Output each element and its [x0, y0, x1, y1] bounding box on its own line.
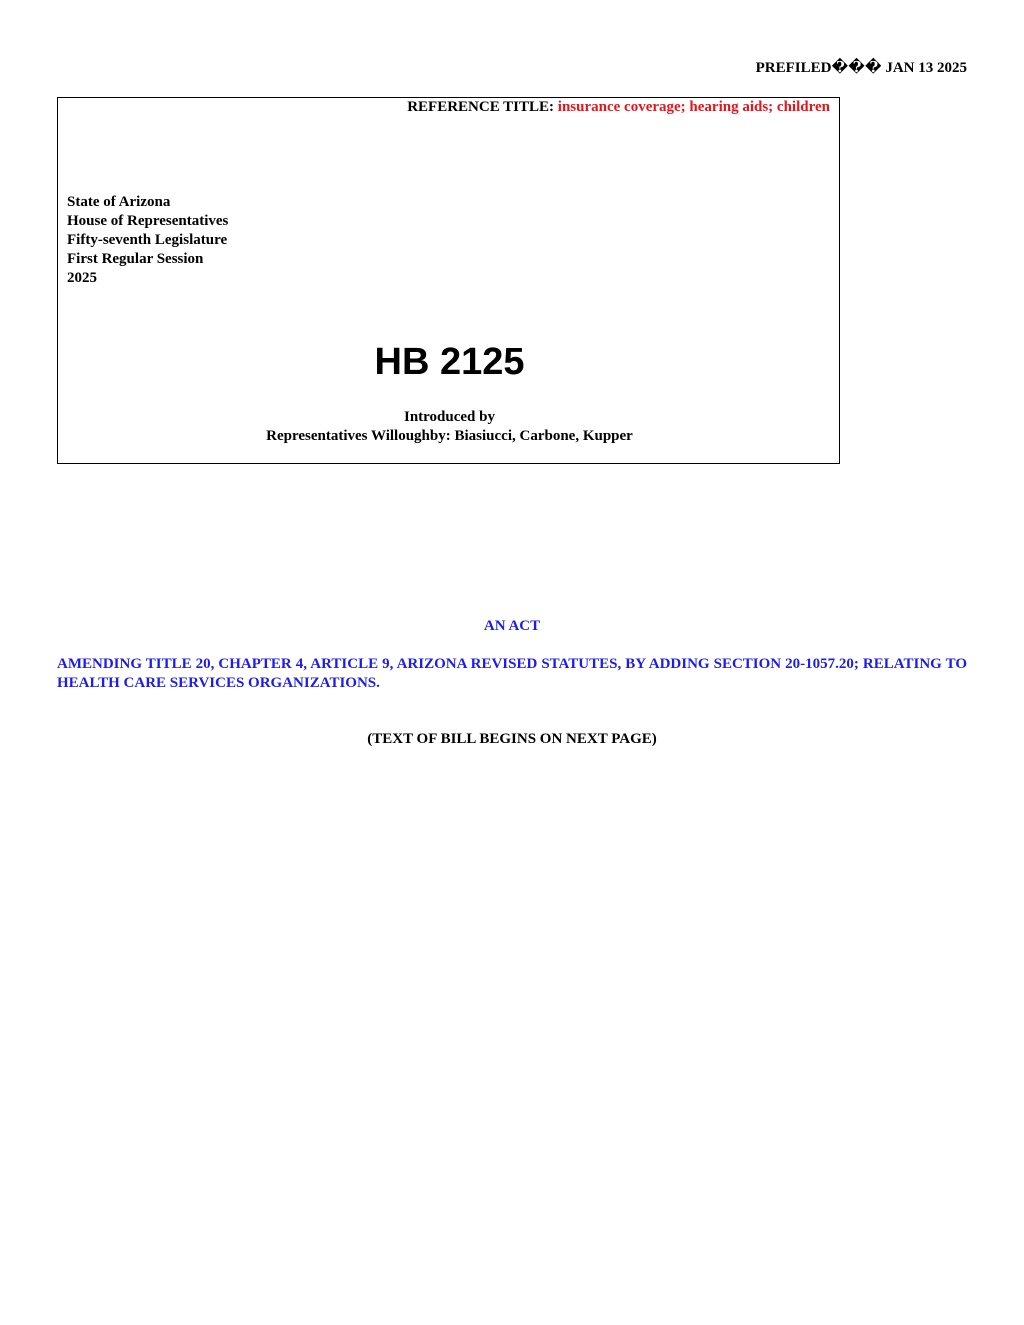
introduced-by-label: Introduced by: [404, 409, 495, 425]
text-begins-note: (TEXT OF BILL BEGINS ON NEXT PAGE): [367, 731, 657, 747]
session-info: [67, 193, 228, 288]
legislature-name: Fifty-seventh Legislature: [67, 232, 228, 248]
reference-title: [407, 99, 830, 116]
reference-title-text: insurance coverage; hearing aids; children: [557, 99, 830, 115]
bill-title-box: [57, 97, 840, 464]
sponsors-list: Representatives Willoughby: Biasiucci, Carbone, Kupper: [266, 428, 633, 444]
session-name: First Regular Session: [67, 251, 204, 267]
act-description: AMENDING TITLE 20, CHAPTER 4, ARTICLE 9, ARIZONA REVISED STATUTES, BY ADDING SECTION 20-1057.20; RELATING TO HEALTH CARE SERVICES ORGANIZATIONS.: [57, 656, 967, 691]
act-heading: AN ACT: [483, 618, 541, 634]
prefiled-date: PREFILED��� JAN 13 2025: [755, 60, 967, 76]
chamber-name: House of Representatives: [67, 213, 229, 229]
bill-number: HB 2125: [374, 341, 525, 383]
session-year: 2025: [67, 270, 97, 286]
state-name: State of Arizona: [67, 194, 171, 210]
introduced-by: [58, 408, 841, 446]
reference-title-label: REFERENCE TITLE:: [407, 99, 555, 115]
